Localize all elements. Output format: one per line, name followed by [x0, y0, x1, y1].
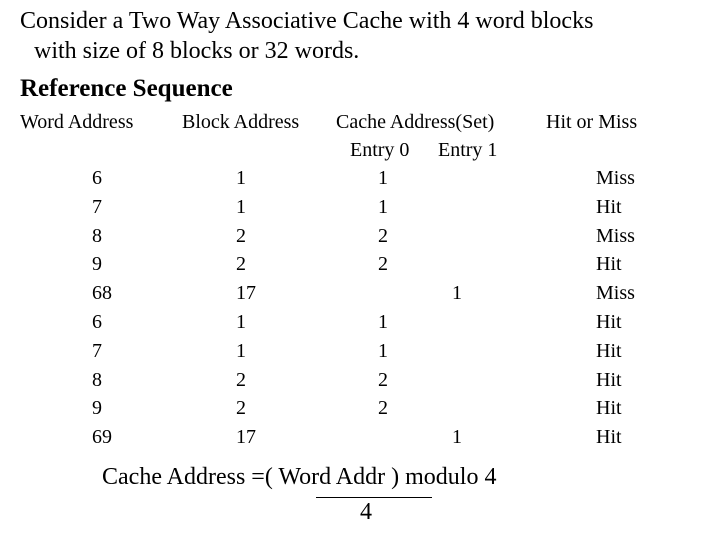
- block-address-cell: 17: [236, 426, 256, 449]
- word-address-cell: 69: [92, 426, 112, 449]
- hit-or-miss-cell: Miss: [596, 224, 635, 247]
- word-address-cell: 9: [92, 397, 102, 420]
- word-address-cell: 8: [92, 368, 102, 391]
- hit-or-miss-cell: Miss: [596, 282, 635, 305]
- formula-denominator: 4: [360, 499, 372, 525]
- block-address-cell: 2: [236, 253, 246, 276]
- header-word-address: Word Address: [20, 111, 134, 133]
- block-address-cell: 1: [236, 339, 246, 362]
- header-block-address: Block Address: [182, 111, 300, 133]
- entry-0-cell: 2: [378, 368, 388, 391]
- block-address-cell: 2: [236, 368, 246, 391]
- entry-0-cell: 2: [378, 397, 388, 420]
- formula-text: Cache Address =( Word Addr ) modulo 4: [102, 464, 497, 490]
- block-address-cell: 1: [236, 311, 246, 333]
- hit-or-miss-cell: Hit: [596, 397, 622, 420]
- word-address-cell: 7: [92, 195, 102, 218]
- slide-title: [20, 6, 710, 66]
- word-address-cell: 6: [92, 311, 102, 333]
- title-line-1: Consider a Two Way Associative Cache with 4 word blocks: [20, 8, 594, 34]
- entry-1-cell: 1: [452, 282, 462, 305]
- header-hit-or-miss: Hit or Miss: [546, 111, 638, 133]
- block-address-cell: 1: [236, 167, 246, 189]
- entry-0-cell: 1: [378, 339, 388, 362]
- block-address-cell: 2: [236, 397, 246, 420]
- hit-or-miss-cell: Hit: [596, 426, 622, 449]
- title-line-2: with size of 8 blocks or 32 words.: [34, 38, 360, 64]
- header-entry-1: Entry 1: [438, 139, 498, 161]
- entry-0-cell: 2: [378, 253, 388, 276]
- entry-1-cell: 1: [452, 426, 462, 449]
- word-address-cell: 9: [92, 253, 102, 276]
- entry-0-cell: 1: [378, 195, 388, 218]
- block-address-cell: 2: [236, 224, 246, 247]
- word-address-cell: 68: [92, 282, 112, 305]
- block-address-cell: 17: [236, 282, 256, 305]
- header-entry-0: Entry 0: [350, 139, 410, 161]
- block-address-cell: 1: [236, 195, 246, 218]
- hit-or-miss-cell: Hit: [596, 368, 622, 391]
- hit-or-miss-cell: Miss: [596, 167, 635, 189]
- word-address-cell: 6: [92, 167, 102, 189]
- word-address-cell: 8: [92, 224, 102, 247]
- hit-or-miss-cell: Hit: [596, 311, 622, 333]
- hit-or-miss-cell: Hit: [596, 195, 622, 218]
- section-heading: Reference Sequence: [20, 75, 233, 102]
- hit-or-miss-cell: Hit: [596, 339, 622, 362]
- header-cache-address: Cache Address(Set): [336, 111, 495, 133]
- word-address-cell: 7: [92, 339, 102, 362]
- entry-0-cell: 1: [378, 311, 388, 333]
- hit-or-miss-cell: Hit: [596, 253, 622, 276]
- fraction-bar: [316, 497, 432, 498]
- entry-0-cell: 2: [378, 224, 388, 247]
- entry-0-cell: 1: [378, 167, 388, 189]
